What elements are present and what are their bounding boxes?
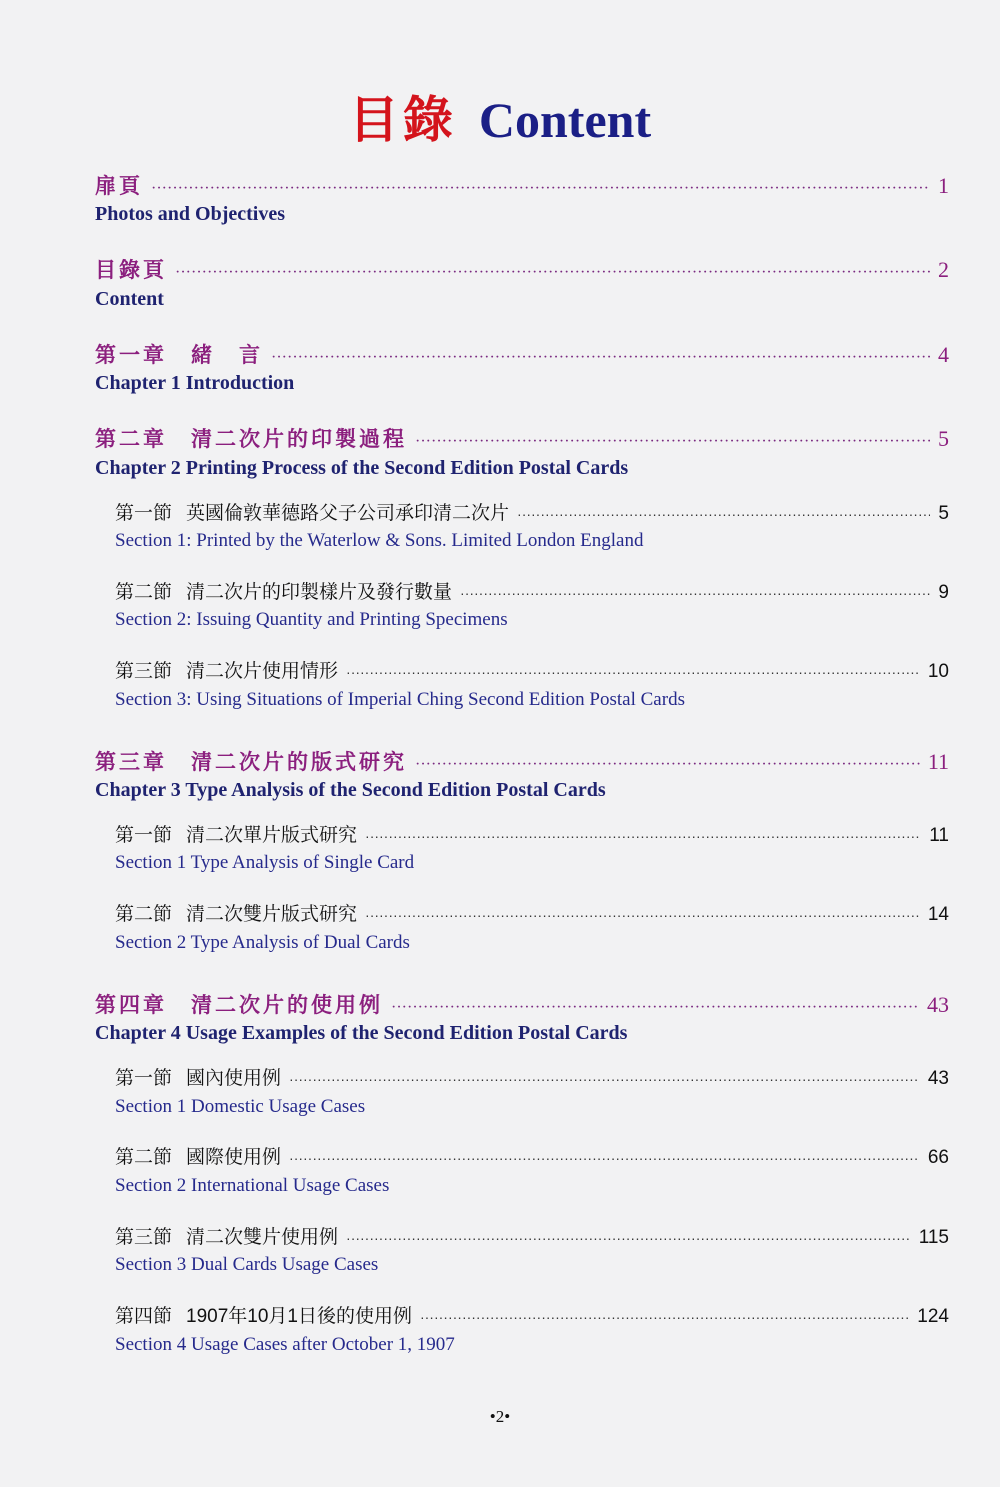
leader-dots [346, 1230, 911, 1246]
entry-en: Chapter 4 Usage Examples of the Second Edition Postal Cards [95, 1022, 628, 1044]
page-title [0, 88, 1000, 152]
entry-zh: 清二次雙片版式研究 [186, 904, 358, 925]
toc-entry-chapter-4[interactable] [95, 989, 949, 1019]
entry-en: Section 3: Using Situations of Imperial Ching Second Edition Postal Cards [115, 689, 685, 710]
entry-en: Section 1 Type Analysis of Single Card [115, 852, 415, 873]
toc-entry-section-4-3[interactable] [115, 1222, 949, 1249]
page-number: 115 [918, 1227, 949, 1248]
entry-zh: 第三章 清二次片的版式研究 [95, 750, 407, 774]
entry-zh: 國際使用例 [186, 1147, 282, 1168]
section-number: 第一節 [115, 1068, 173, 1089]
entry-en: Section 4 Usage Cases after October 1, 1907 [115, 1334, 455, 1355]
section-number: 第二節 [115, 582, 173, 603]
entry-zh: 1907年10月1日後的使用例 [186, 1306, 412, 1327]
toc-entry-section-3-1[interactable] [115, 820, 949, 847]
toc-entry-front[interactable] [95, 170, 949, 200]
page-number: 9 [938, 582, 949, 603]
leader-dots [289, 1150, 920, 1166]
toc-entry-chapter-3[interactable] [95, 746, 949, 776]
page-number: 11 [927, 749, 949, 774]
leader-dots [517, 506, 930, 522]
entry-en: Section 2: Issuing Quantity and Printing Specimens [115, 609, 508, 630]
page-number: 5 [938, 503, 949, 524]
page-number: 124 [917, 1306, 949, 1327]
entry-zh: 第二章 清二次片的印製過程 [95, 427, 407, 451]
leader-dots [415, 433, 930, 451]
toc-entry-section-2-3[interactable] [115, 656, 949, 683]
leader-dots [271, 349, 930, 367]
section-number: 第三節 [115, 661, 173, 682]
page-number: 43 [927, 992, 949, 1017]
leader-dots [415, 756, 920, 774]
leader-dots [151, 180, 930, 198]
leader-dots [289, 1071, 920, 1087]
entry-zh: 清二次雙片使用例 [186, 1227, 339, 1248]
entry-zh: 清二次單片版式研究 [186, 825, 358, 846]
section-number: 第四節 [115, 1306, 173, 1327]
leader-dots [460, 585, 930, 601]
toc-entry-contents[interactable] [95, 254, 949, 284]
entry-zh: 英國倫敦華德路父子公司承印清二次片 [186, 503, 510, 524]
toc-entry-section-2-2[interactable] [115, 577, 949, 604]
entry-zh: 第一章 緒 言 [95, 343, 263, 367]
page-number: 43 [927, 1068, 949, 1089]
page-number: 11 [929, 825, 949, 846]
entry-en: Chapter 3 Type Analysis of the Second Edition Postal Cards [95, 779, 606, 801]
title-zh: 目錄 [348, 92, 457, 148]
entry-en: Section 3 Dual Cards Usage Cases [115, 1254, 379, 1275]
page-footer-number: •2• [489, 1407, 511, 1426]
section-number: 第三節 [115, 1227, 173, 1248]
page-number: 1 [938, 173, 949, 198]
toc-entry-section-2-1[interactable] [115, 498, 949, 525]
section-number: 第二節 [115, 904, 173, 925]
entry-en: Photos and Objectives [95, 203, 285, 225]
page-number: 2 [938, 257, 949, 282]
entry-zh: 第四章 清二次片的使用例 [95, 993, 383, 1017]
leader-dots [175, 264, 930, 282]
leader-dots [346, 664, 920, 680]
section-number: 第二節 [115, 1147, 173, 1168]
entry-en: Section 1 Domestic Usage Cases [115, 1096, 366, 1117]
entry-zh: 清二次片的印製樣片及發行數量 [186, 582, 453, 603]
entry-zh: 扉頁 [95, 174, 143, 198]
page-number: 10 [927, 661, 949, 682]
entry-en: Section 2 Type Analysis of Dual Cards [115, 932, 410, 953]
entry-zh: 目錄頁 [95, 258, 167, 282]
toc-entry-section-4-1[interactable] [115, 1063, 949, 1090]
toc-entry-chapter-1[interactable] [95, 339, 949, 369]
toc-entry-section-4-2[interactable] [115, 1142, 949, 1169]
entry-en: Section 1: Printed by the Waterlow & Sons. Limited London England [115, 530, 644, 551]
section-number: 第一節 [115, 503, 173, 524]
toc-entry-section-3-2[interactable] [115, 899, 949, 926]
toc-entry-chapter-2[interactable] [95, 423, 949, 453]
entry-en: Section 2 International Usage Cases [115, 1175, 390, 1196]
toc-entry-section-4-4[interactable] [115, 1301, 949, 1328]
leader-dots [391, 999, 919, 1017]
title-en: Content [478, 92, 652, 148]
page-number: 4 [938, 342, 949, 367]
leader-dots [365, 828, 921, 844]
entry-en: Chapter 2 Printing Process of the Second Edition Postal Cards [95, 457, 629, 479]
page-number: 5 [938, 426, 949, 451]
leader-dots [365, 907, 920, 923]
page-number: 14 [927, 904, 949, 925]
page-number: 66 [927, 1147, 949, 1168]
leader-dots [420, 1309, 909, 1325]
entry-en: Chapter 1 Introduction [95, 372, 295, 394]
entry-zh: 清二次片使用情形 [186, 661, 339, 682]
section-number: 第一節 [115, 825, 173, 846]
entry-zh: 國內使用例 [186, 1068, 282, 1089]
entry-en: Content [95, 288, 164, 310]
